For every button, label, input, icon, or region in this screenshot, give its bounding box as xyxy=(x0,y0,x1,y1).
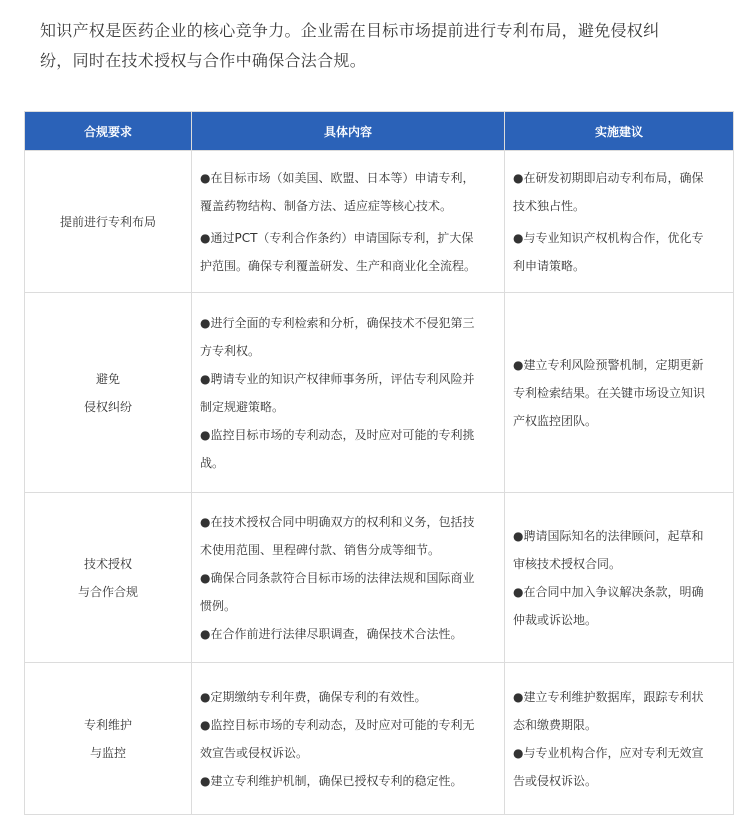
requirement-cell xyxy=(25,293,192,493)
advice-cell xyxy=(505,663,734,815)
details-cell xyxy=(192,151,505,293)
details-cell xyxy=(192,293,505,493)
advice-line: ●建立专利维护数据库，跟踪专利状 xyxy=(513,689,704,704)
requirement-text: 避免 xyxy=(95,371,120,386)
advice-line: ●在合同中加入争议解决条款，明确 xyxy=(513,584,704,599)
requirement-text: 侵权纠纷 xyxy=(83,399,132,414)
detail-line: 护范围。确保专利覆盖研发、生产和商业化全流程。 xyxy=(200,258,477,273)
requirement-text: 专利维护 xyxy=(83,717,132,732)
detail-line: ●定期缴纳专利年费，确保专利的有效性。 xyxy=(200,689,427,704)
advice-line: ●与专业机构合作，应对专利无效宣 xyxy=(513,745,704,760)
detail-line: 惯例。 xyxy=(200,598,237,613)
advice-line: 告或侵权诉讼。 xyxy=(513,773,598,788)
detail-line: ●在合作前进行法律尽职调查，确保技术合法性。 xyxy=(200,626,463,641)
detail-line: 战。 xyxy=(200,455,225,470)
advice-line: 专利检索结果。在关键市场设立知识 xyxy=(513,385,706,400)
compliance-table xyxy=(24,111,734,815)
advice-line: ●聘请国际知名的法律顾问，起草和 xyxy=(513,528,704,543)
detail-line: 效宣告或侵权诉讼。 xyxy=(200,745,309,760)
detail-line: ●建立专利维护机制，确保已授权专利的稳定性。 xyxy=(200,773,463,788)
table-row xyxy=(25,151,734,293)
table-row xyxy=(25,493,734,663)
requirement-text: 与合作合规 xyxy=(77,584,138,599)
advice-line: 利申请策略。 xyxy=(513,258,586,273)
advice-line: ●建立专利风险预警机制，定期更新 xyxy=(513,357,704,372)
detail-line: ●确保合同条款符合目标市场的法律法规和国际商业 xyxy=(200,570,475,585)
header-requirement: 合规要求 xyxy=(25,112,192,151)
detail-line: 方专利权。 xyxy=(200,343,261,358)
detail-line: ●在技术授权合同中明确双方的权利和义务，包括技 xyxy=(200,514,475,529)
details-cell xyxy=(192,493,505,663)
details-cell xyxy=(192,663,505,815)
table-row xyxy=(25,293,734,493)
advice-line: 仲裁或诉讼地。 xyxy=(513,612,598,627)
advice-line: 审核技术授权合同。 xyxy=(513,556,622,571)
advice-line: ●与专业知识产权机构合作，优化专 xyxy=(513,230,704,245)
detail-line: 覆盖药物结构、制备方法、适应症等核心技术。 xyxy=(200,198,453,213)
requirement-cell xyxy=(25,493,192,663)
detail-line: ●聘请专业的知识产权律师事务所，评估专利风险并 xyxy=(200,371,475,386)
advice-cell xyxy=(505,293,734,493)
intro-paragraph xyxy=(40,16,730,76)
advice-line: 技术独占性。 xyxy=(513,198,586,213)
detail-line: ●通过PCT（专利合作条约）申请国际专利，扩大保 xyxy=(200,230,474,245)
detail-line: 术使用范围、里程碑付款、销售分成等细节。 xyxy=(200,542,441,557)
requirement-text: 技术授权 xyxy=(83,556,132,571)
advice-cell xyxy=(505,151,734,293)
detail-line: ●进行全面的专利检索和分析，确保技术不侵犯第三 xyxy=(200,315,475,330)
requirement-cell xyxy=(25,151,192,293)
advice-line: 态和缴费期限。 xyxy=(513,717,598,732)
requirement-text: 与监控 xyxy=(89,745,126,760)
detail-line: 制定规避策略。 xyxy=(200,399,285,414)
requirement-text: 提前进行专利布局 xyxy=(59,214,156,229)
advice-cell xyxy=(505,493,734,663)
requirement-cell xyxy=(25,663,192,815)
header-details: 具体内容 xyxy=(192,112,505,151)
table-row xyxy=(25,663,734,815)
detail-line: ●监控目标市场的专利动态，及时应对可能的专利无 xyxy=(200,717,475,732)
advice-line: 产权监控团队。 xyxy=(513,413,598,428)
intro-line: 知识产权是医药企业的核心竞争力。企业需在目标市场提前进行专利布局，避免侵权纠 xyxy=(40,21,660,40)
header-advice: 实施建议 xyxy=(505,112,734,151)
detail-line: ●在目标市场（如美国、欧盟、日本等）申请专利， xyxy=(200,170,475,185)
intro-line: 纷，同时在技术授权与合作中确保合法合规。 xyxy=(40,51,367,70)
detail-line: ●监控目标市场的专利动态，及时应对可能的专利挑 xyxy=(200,427,475,442)
table-header-row xyxy=(25,112,734,151)
advice-line: ●在研发初期即启动专利布局，确保 xyxy=(513,170,704,185)
